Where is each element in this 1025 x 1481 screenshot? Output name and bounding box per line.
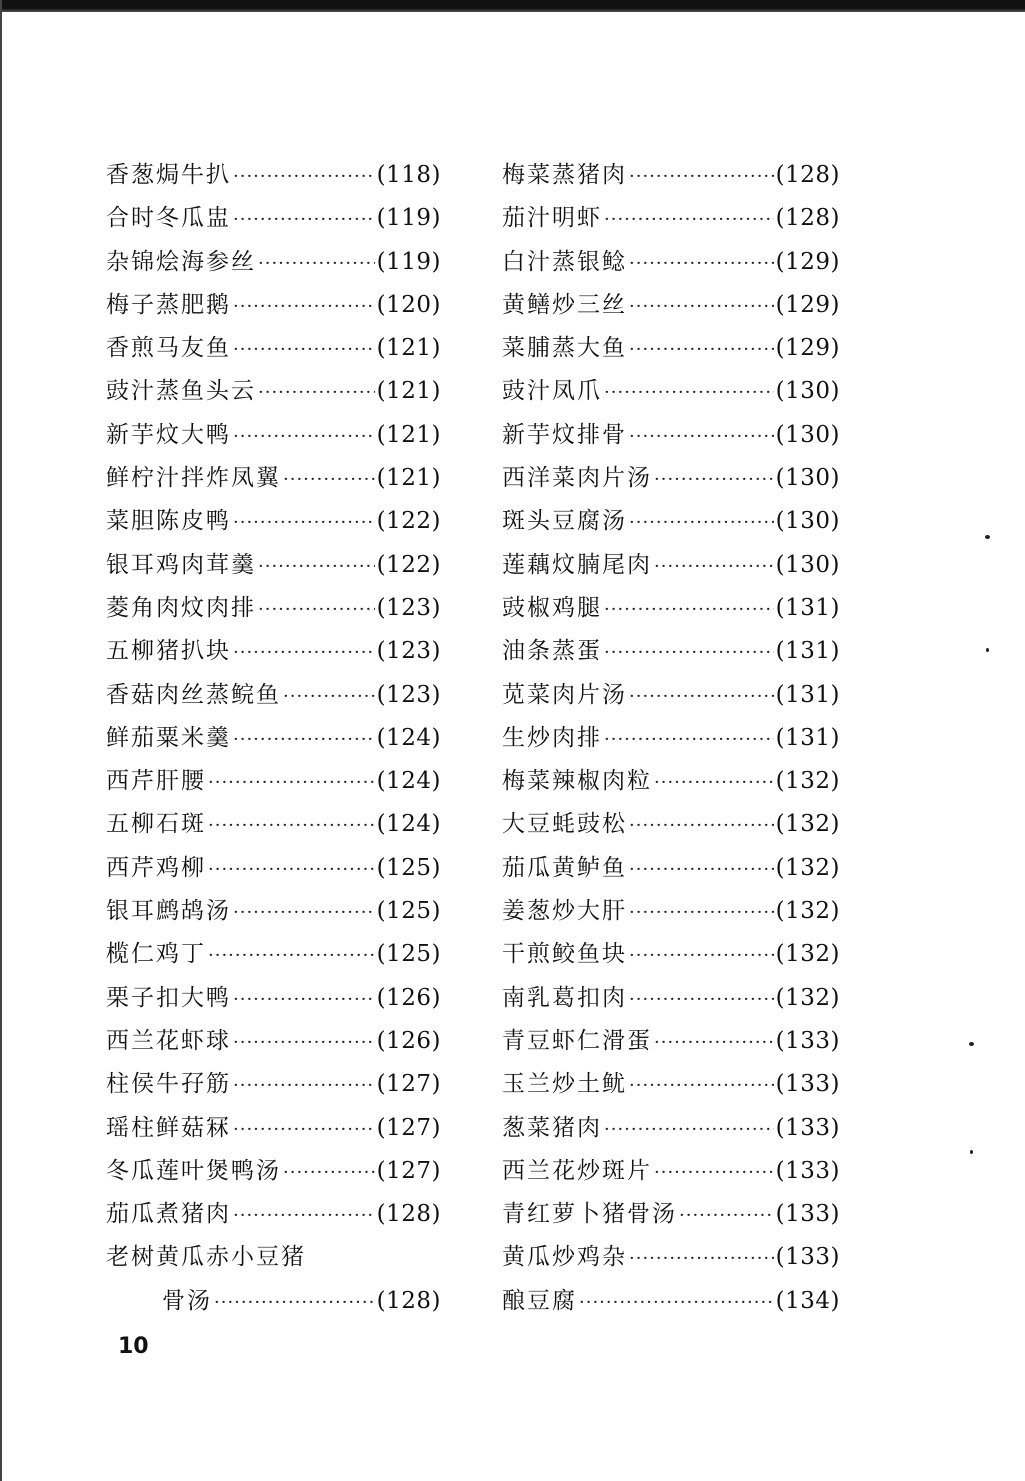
page-reference: (130) [775,508,840,535]
dot-leader [604,718,774,761]
dot-leader [654,545,774,588]
dish-name: 茄瓜黄鲈鱼 [502,854,627,881]
page-reference: (124) [376,811,441,838]
toc-entry [106,1107,441,1150]
toc-entry [502,197,840,240]
dish-name: 青红萝卜猪骨汤 [502,1201,677,1228]
toc-entry [502,1236,840,1279]
page-reference: (128) [775,162,840,188]
toc-entry [106,197,441,240]
dish-name: 香煎马友鱼 [106,335,231,362]
dot-leader [233,1108,375,1151]
page-reference: (128) [775,205,840,232]
toc-entry [106,717,441,760]
toc-entry [502,933,840,976]
toc-entry [106,1020,441,1063]
dish-name: 梅菜辣椒肉粒 [502,768,652,795]
toc-entry [502,717,840,760]
dot-leader [283,1151,375,1194]
dish-name: 西芹鸡柳 [106,854,206,881]
dot-leader [604,588,774,631]
dish-name: 姜葱炒大肝 [502,898,627,925]
toc-entry [106,1193,441,1236]
dot-leader [629,155,774,198]
dish-name: 黄瓜炒鸡杂 [502,1244,627,1271]
dish-name: 鲜柠汁拌炸凤翼 [106,465,281,492]
page-reference: (129) [775,291,840,318]
dot-leader [208,761,375,804]
dot-leader [283,458,375,501]
dish-name: 香葱焗牛扒 [106,162,231,188]
page-reference: (118) [376,162,441,188]
toc-entry [106,1063,441,1106]
toc-entry [106,674,441,717]
dish-name: 玉兰炒土鱿 [502,1071,627,1098]
page-reference: (124) [376,724,441,751]
page-reference: (123) [376,681,441,708]
dish-name: 干煎鲛鱼块 [502,941,627,968]
page-reference: (125) [376,941,441,968]
page-reference: (134) [775,1287,840,1314]
dish-name: 大豆蚝豉松 [502,811,627,838]
page-reference: (127) [376,1157,441,1184]
toc-right-column [502,154,840,1323]
dish-name: 黄鳝炒三丝 [502,291,627,318]
dot-leader [629,891,774,934]
dot-leader [258,545,375,588]
page-reference: (131) [775,638,840,665]
toc-entry [502,241,840,284]
dish-name: 骨汤 [162,1287,212,1314]
dot-leader [629,675,774,718]
dish-name: 香菇肉丝蒸鲩鱼 [106,681,281,708]
page-reference: (119) [376,205,441,232]
toc-entry [502,544,840,587]
dot-leader [654,458,774,501]
dot-leader [629,934,774,977]
dish-name: 瑶柱鲜菇冧 [106,1114,231,1141]
dish-name: 茄瓜煮猪肉 [106,1201,231,1228]
dish-name: 西兰花虾球 [106,1027,231,1054]
dot-leader [604,1108,774,1151]
toc-entry [502,1063,840,1106]
toc-entry [502,977,840,1020]
dish-name: 梅菜蒸猪肉 [502,162,627,188]
dish-name: 榄仁鸡丁 [106,941,206,968]
dot-leader [654,761,774,804]
page-reference: (126) [376,984,441,1011]
page-reference: (127) [376,1114,441,1141]
dot-leader [208,848,375,891]
dish-name: 新芋炆排骨 [502,421,627,448]
toc-entry [502,847,840,890]
page-reference: (126) [376,1027,441,1054]
page-reference: (121) [376,421,441,448]
dish-name: 斑头豆腐汤 [502,508,627,535]
top-border-rule [0,0,1025,12]
dot-leader [604,371,774,414]
dish-name: 酿豆腐 [502,1287,577,1314]
dish-name: 油条蒸蛋 [502,638,602,665]
toc-entry [106,544,441,587]
toc-entry [502,457,840,500]
dish-name: 西芹肝腰 [106,768,206,795]
toc-entry [502,1280,840,1323]
dish-name: 老树黄瓜赤小豆猪 [106,1244,306,1271]
dish-name: 菜胆陈皮鸭 [106,508,231,535]
dish-name: 冬瓜莲叶煲鸭汤 [106,1157,281,1184]
page-reference: (123) [376,638,441,665]
dot-leader [208,934,375,977]
toc-left-column [106,154,441,1323]
toc-entry [502,1150,840,1193]
toc-entry [502,890,840,933]
dot-leader [283,675,375,718]
page-reference: (129) [775,335,840,362]
toc-entry [502,803,840,846]
dish-name: 银耳鹧鸪汤 [106,898,231,925]
dot-leader [654,1151,774,1194]
toc-entry [106,847,441,890]
toc-entry [502,630,840,673]
dot-leader [604,198,774,241]
dot-leader [629,242,774,285]
toc-entry [502,414,840,457]
dot-leader [233,198,375,241]
scan-speck [969,1042,974,1046]
toc-entry [106,587,441,630]
dot-leader [258,588,375,631]
toc-entry [502,674,840,717]
dish-name: 五柳猪扒块 [106,638,231,665]
page-number: 10 [118,1334,149,1359]
page-reference: (133) [775,1201,840,1228]
dish-name: 苋菜肉片汤 [502,681,627,708]
page-reference: (123) [376,594,441,621]
dish-name: 青豆虾仁滑蛋 [502,1027,652,1054]
dot-leader [233,501,375,544]
dot-leader [629,978,774,1021]
page-reference: (125) [376,898,441,925]
page-reference: (132) [775,811,840,838]
scan-speck [985,535,990,539]
dish-name: 菱角肉炆肉排 [106,594,256,621]
dot-leader [233,155,375,198]
toc-entry [502,1193,840,1236]
page-reference: (133) [775,1027,840,1054]
dish-name: 豉汁凤爪 [502,378,602,405]
dot-leader [233,631,375,674]
dish-name: 豉椒鸡腿 [502,594,602,621]
toc-entry [502,154,840,197]
toc-entry-line1 [106,1236,441,1279]
dish-name: 合时冬瓜盅 [106,205,231,232]
left-border-rule [0,0,2,1481]
dish-name: 生炒肉排 [502,724,602,751]
dish-name: 菜脯蒸大鱼 [502,335,627,362]
dot-leader [629,804,774,847]
dot-leader [258,242,375,285]
toc-entry [106,457,441,500]
scan-speck [970,1150,973,1154]
dot-leader [233,285,375,328]
page-reference: (133) [775,1244,840,1271]
scan-speck [986,648,989,652]
dish-name: 茄汁明虾 [502,205,602,232]
toc-entry [106,977,441,1020]
dot-leader [233,978,375,1021]
page-reference: (131) [775,681,840,708]
toc-entry [106,327,441,370]
dish-name: 银耳鸡肉茸羹 [106,551,256,578]
page-reference: (127) [376,1071,441,1098]
page-reference: (124) [376,768,441,795]
toc-entry [106,630,441,673]
dot-leader [258,371,375,414]
page-reference: (130) [775,378,840,405]
dot-leader [214,1281,375,1324]
page-reference: (132) [775,984,840,1011]
toc-entry-line2 [106,1280,441,1323]
dot-leader [208,804,375,847]
page-reference: (121) [376,465,441,492]
page-reference: (125) [376,854,441,881]
page-reference: (133) [775,1114,840,1141]
dot-leader [654,1021,774,1064]
page-reference: (131) [775,594,840,621]
page-reference: (132) [775,854,840,881]
dot-leader [629,1064,774,1107]
dot-leader [233,1064,375,1107]
toc-entry [502,500,840,543]
toc-entry [106,500,441,543]
page-reference: (131) [775,724,840,751]
toc-entry [502,1107,840,1150]
dot-leader [579,1281,774,1324]
dot-leader [629,328,774,371]
page-reference: (128) [376,1287,441,1314]
dish-name: 鲜茄粟米羹 [106,724,231,751]
dish-name: 柱侯牛孖筋 [106,1071,231,1098]
dot-leader [629,501,774,544]
dot-leader [629,415,774,458]
page-reference: (132) [775,768,840,795]
page-reference: (128) [376,1201,441,1228]
toc-entry [106,241,441,284]
dish-name: 葱菜猪肉 [502,1114,602,1141]
toc-entry [106,370,441,413]
page-reference: (132) [775,898,840,925]
page-reference: (130) [775,421,840,448]
dot-leader [629,1237,774,1280]
dot-leader [629,285,774,328]
dot-leader [233,1021,375,1064]
toc-entry [502,1020,840,1063]
page-reference: (132) [775,941,840,968]
toc-entry [502,284,840,327]
dish-name: 西洋菜肉片汤 [502,465,652,492]
dish-name: 西兰花炒斑片 [502,1157,652,1184]
dot-leader [679,1194,774,1237]
toc-entry [502,587,840,630]
dot-leader [233,718,375,761]
dish-name: 栗子扣大鸭 [106,984,231,1011]
page-reference: (129) [775,248,840,275]
dish-name: 新芋炆大鸭 [106,421,231,448]
page-reference: (119) [376,248,441,275]
page-reference: (130) [775,465,840,492]
toc-entry [106,760,441,803]
page-reference: (130) [775,551,840,578]
dish-name: 五柳石斑 [106,811,206,838]
dish-name: 白汁蒸银鲶 [502,248,627,275]
dish-name: 杂锦烩海参丝 [106,248,256,275]
dot-leader [233,1194,375,1237]
page-reference: (122) [376,508,441,535]
page-reference: (121) [376,378,441,405]
dish-name: 南乳葛扣肉 [502,984,627,1011]
dot-leader [629,848,774,891]
toc-entry [502,327,840,370]
page-reference: (122) [376,551,441,578]
dot-leader [233,328,375,371]
page-reference: (121) [376,335,441,362]
dish-name: 莲藕炆腩尾肉 [502,551,652,578]
dish-name: 梅子蒸肥鹅 [106,291,231,318]
toc-entry [106,933,441,976]
toc-entry [106,890,441,933]
toc-entry [106,154,441,197]
toc-entry [106,1150,441,1193]
toc-entry [502,760,840,803]
page-reference: (133) [775,1071,840,1098]
dot-leader [604,631,774,674]
dot-leader [233,415,375,458]
dot-leader [233,891,375,934]
toc-entry [106,284,441,327]
toc-entry [106,803,441,846]
toc-entry [502,370,840,413]
page-reference: (133) [775,1157,840,1184]
page-reference: (120) [376,291,441,318]
dish-name: 豉汁蒸鱼头云 [106,378,256,405]
toc-entry [106,414,441,457]
